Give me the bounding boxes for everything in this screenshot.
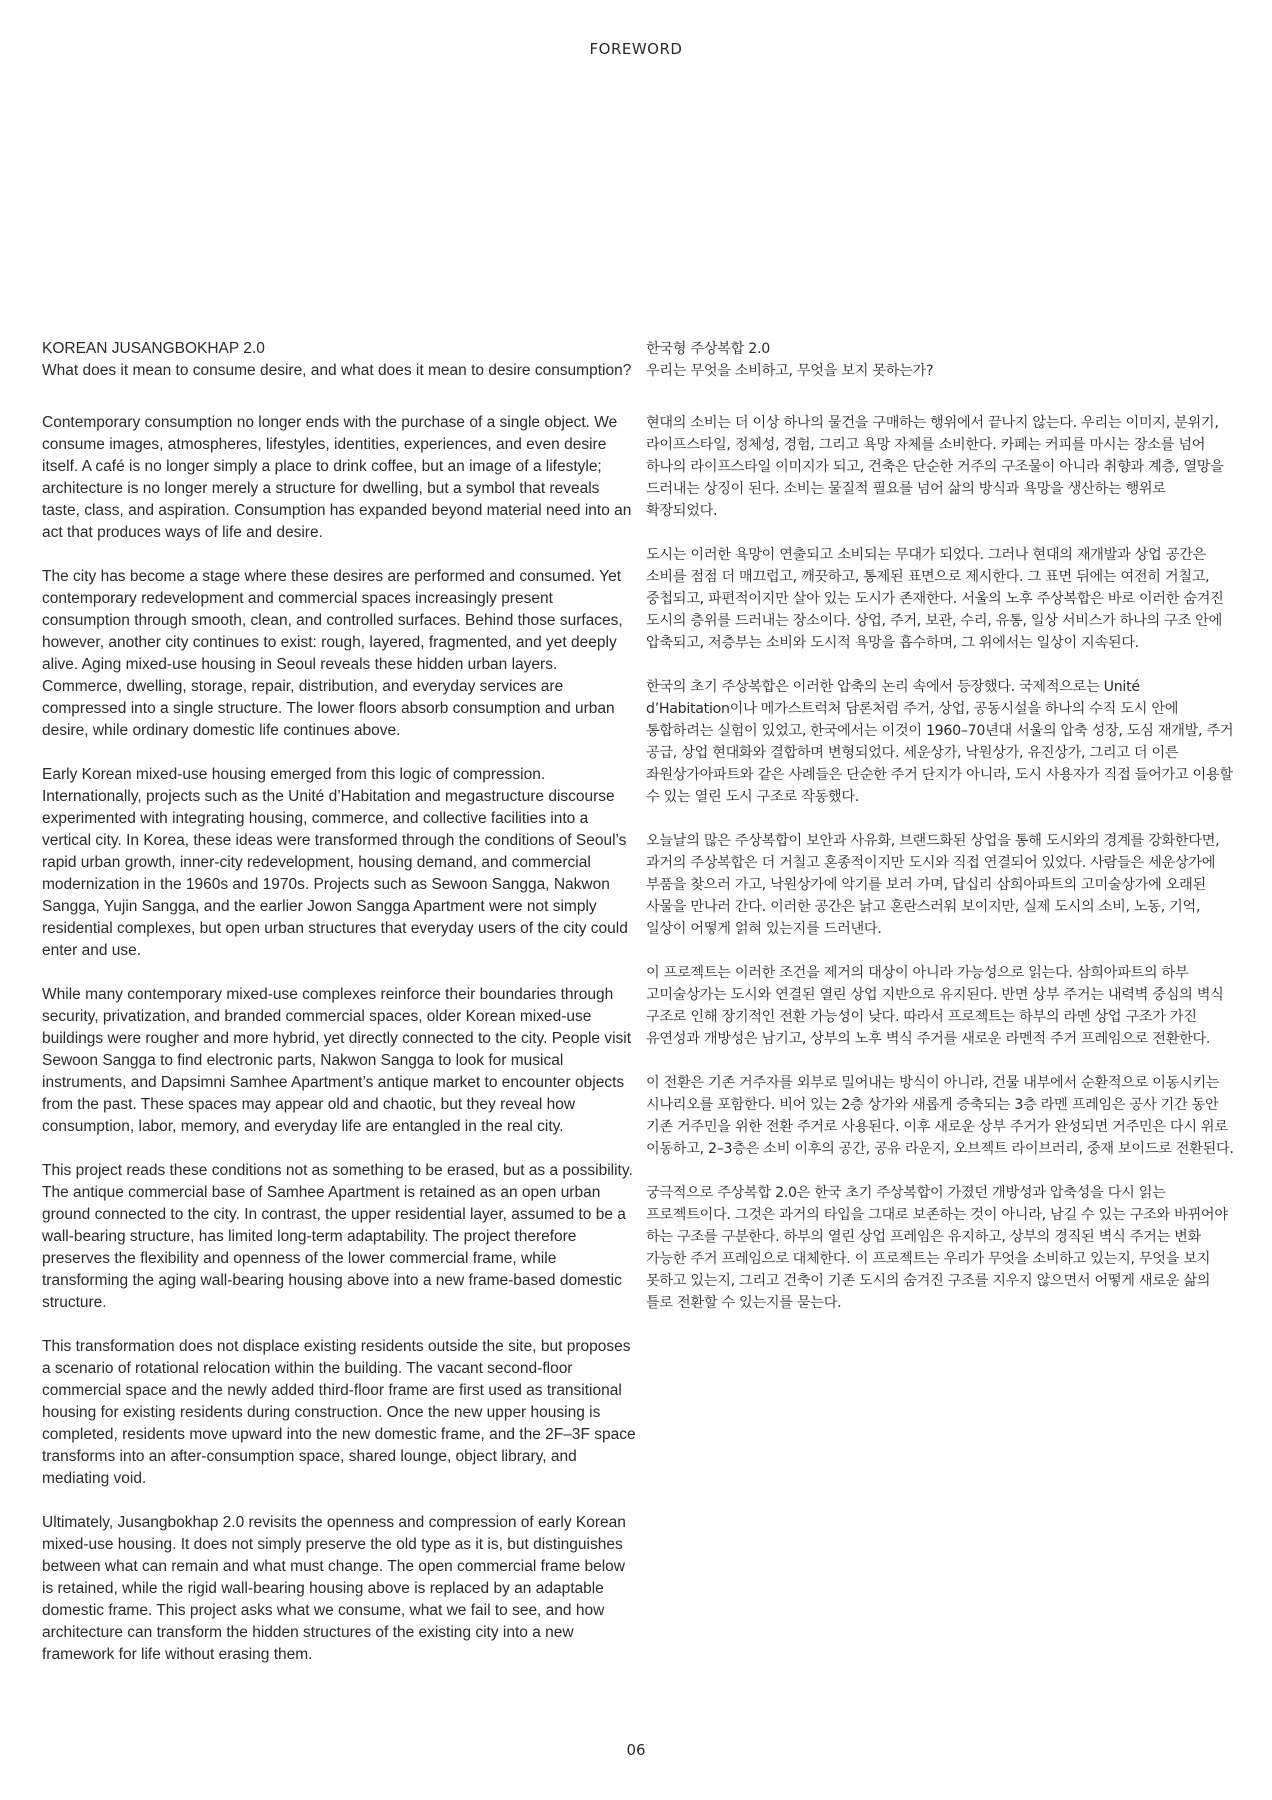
english-paragraph-2: The city has become a stage where these desires are performed and consumed. Yet contemporary redevelopment and commercial spaces increasingly present consumption through smooth, clean, and controlled surfaces. Behind those surfaces, however, another city continues to exist: rough, layered, fragmented, and yet deeply alive. Aging mixed-use housing in Seoul reveals these hidden urban layers. Commerce, dwelling, storage, repair, distribution, and everyday services are compressed into a single structure. The lower floors absorb consumption and urban desire, while ordinary domestic life continues above.	[42, 568, 623, 739]
korean-title-block	[646, 338, 1236, 382]
korean-column	[646, 338, 1236, 1336]
english-paragraph-5: This project reads these conditions not as something to be erased, but as a possibility. The antique commercial base of Samhee Apartment is retained as an open urban ground connected to the city. In contrast, the upper residential layer, assumed to be a wall-bearing structure, has limited long-term adaptability. The project therefore preserves the flexibility and openness of the lower commercial frame, while transforming the aging wall-bearing housing above into a new frame-based domestic structure.	[42, 1162, 633, 1311]
page-header: FOREWORD	[589, 40, 683, 58]
korean-subtitle: 우리는 무엇을 소비하고, 무엇을 보지 못하는가?	[646, 363, 934, 379]
korean-paragraph-4: 오늘날의 많은 주상복합이 보안과 사유화, 브랜드화된 상업을 통해 도시와의 경계를 강화한다면, 과거의 주상복합은 더 거칠고 혼종적이지만 도시와 직접 연결되어 있었다. 사람들은 세운상가에 부품을 찾으러 가고, 낙원상가에 악기를 보러 가며, 답십리 삼희아파트의 고미술상가에 오래된 사물을 만나러 간다. 이러한 공간은 낡고 혼란스러워 보이지만, 실제 도시의 소비, 노동, 기억, 일상이 어떻게 얽혀 있는지를 드러낸다.	[646, 833, 1220, 937]
english-paragraph-1: Contemporary consumption no longer ends with the purchase of a single object. We consume images, atmospheres, lifestyles, identities, experiences, and even desire itself. A café is no longer simply a place to drink coffee, but an image of a lifestyle; architecture is no longer merely a structure for dwelling, but a symbol that reveals taste, class, and aspiration. Consumption has expanded beyond material need into an act that produces ways of life and desire.	[42, 414, 632, 541]
english-paragraph-4: While many contemporary mixed-use complexes reinforce their boundaries through security, privatization, and branded commercial spaces, older Korean mixed-use buildings were rougher and more hybrid, yet directly connected to the city. People visit Sewoon Sangga to find electronic parts, Nakwon Sangga to look for musical instruments, and Dapsimni Samhee Apartment’s antique market to encounter objects from the past. These spaces may appear old and chaotic, but they reveal how consumption, labor, memory, and everyday life are entangled in the real city.	[42, 986, 632, 1135]
english-title: KOREAN JUSANGBOKHAP 2.0	[42, 340, 265, 357]
korean-title: 한국형 주상복합 2.0	[646, 341, 770, 357]
english-paragraph-7: Ultimately, Jusangbokhap 2.0 revisits the openness and compression of early Korean mixed-use housing. It does not simply preserve the old type as it is, but distinguishes between what can remain and what must change. The open commercial frame below is retained, while the rigid wall-bearing housing above is replaced by an adaptable domestic frame. This project asks what we consume, what we fail to see, and how architecture can transform the hidden structures of the existing city into a new framework for life without erasing them.	[42, 1514, 626, 1663]
korean-paragraph-2: 도시는 이러한 욕망이 연출되고 소비되는 무대가 되었다. 그러나 현대의 재개발과 상업 공간은 소비를 점점 더 매끄럽고, 깨끗하고, 통제된 표면으로 제시한다. 그 표면 뒤에는 여전히 거칠고, 중첩되고, 파편적이지만 살아 있는 도시가 존재한다. 서울의 노후 주상복합은 바로 이러한 숨겨진 도시의 층위를 드러내는 장소이다. 상업, 주거, 보관, 수리, 유통, 일상 서비스가 하나의 구조 안에 압축되고, 저층부는 소비와 도시적 욕망을 흡수하며, 그 위에서는 일상이 지속된다.	[646, 547, 1224, 651]
korean-paragraph-6: 이 전환은 기존 거주자를 외부로 밀어내는 방식이 아니라, 건물 내부에서 순환적으로 이동시키는 시나리오를 포함한다. 비어 있는 2층 상가와 새롭게 증축되는 3층 라멘 프레임은 공사 기간 동안 기존 거주민을 위한 전환 주거로 사용된다. 이후 새로운 상부 주거가 완성되면 거주민은 다시 위로 이동하고, 2–3층은 소비 이후의 공간, 공유 라운지, 오브젝트 라이브러리, 중재 보이드로 전환된다.	[646, 1075, 1234, 1157]
english-column	[42, 338, 636, 1688]
english-paragraph-6: This transformation does not displace existing residents outside the site, but proposes a scenario of rotational relocation within the building. The vacant second-floor commercial space and the newly added third-floor frame are first used as transitional housing for existing residents during construction. Once the new upper housing is completed, residents move upward into the new domestic frame, and the 2F–3F space transforms into an after-consumption space, shared lounge, object library, and mediating void.	[42, 1338, 636, 1487]
korean-paragraph-5: 이 프로젝트는 이러한 조건을 제거의 대상이 아니라 가능성으로 읽는다. 삼희아파트의 하부 고미술상가는 도시와 연결된 열린 상업 지반으로 유지된다. 반면 상부 주거는 내력벽 중심의 벽식 구조로 인해 장기적인 전환 가능성이 낮다. 따라서 프로젝트는 하부의 라멘 상업 구조가 가진 유연성과 개방성은 남기고, 상부의 노후 벽식 주거를 새로운 라멘적 주거 프레임으로 전환한다.	[646, 965, 1224, 1047]
korean-paragraph-7: 궁극적으로 주상복합 2.0은 한국 초기 주상복합이 가졌던 개방성과 압축성을 다시 읽는 프로젝트이다. 그것은 과거의 타입을 그대로 보존하는 것이 아니라, 남길 수 있는 구조와 바뀌어야 하는 구조를 구분한다. 하부의 열린 상업 프레임은 유지하고, 상부의 경직된 벽식 주거는 변화 가능한 주거 프레임으로 대체한다. 이 프로젝트는 우리가 무엇을 소비하고 있는지, 무엇을 보지 못하고 있는지, 그리고 건축이 기존 도시의 숨겨진 구조를 지우지 않으면서 어떻게 새로운 삶의 틀로 전환할 수 있는지를 묻는다.	[646, 1185, 1228, 1311]
korean-paragraph-3: 한국의 초기 주상복합은 이러한 압축의 논리 속에서 등장했다. 국제적으로는 Unité d’Habitation이나 메가스트럭처 담론처럼 주거, 상업, 공동시설을 하나의 수직 도시 안에 통합하려는 실험이 있었고, 한국에서는 이것이 1960–70년대 서울의 압축 성장, 도심 재개발, 주거 공급, 상업 현대화와 결합하며 변형되었다. 세운상가, 낙원상가, 유진상가, 그리고 더 이른 좌원상가아파트와 같은 사례들은 단순한 주거 단지가 아니라, 도시 사용자가 직접 들어가고 이용할 수 있는 열린 도시 구조로 작동했다.	[646, 679, 1234, 805]
english-subtitle: What does it mean to consume desire, and what does it mean to desire consumption?	[42, 362, 632, 379]
english-title-block	[42, 338, 636, 382]
english-paragraph-3: Early Korean mixed-use housing emerged from this logic of compression. Internationally, projects such as the Unité d’Habitation and megastructure discourse experimented with integrating housing, commerce, and collective facilities into a vertical city. In Korea, these ideas were transformed through the conditions of Seoul’s rapid urban growth, inner-city redevelopment, housing demand, and commercial modernization in the 1960s and 1970s. Projects such as Sewoon Sangga, Nakwon Sangga, Yujin Sangga, and the earlier Jowon Sangga Apartment were not simply residential complexes, but open urban structures that everyday users of the city could enter and use.	[42, 766, 628, 959]
korean-paragraph-1: 현대의 소비는 더 이상 하나의 물건을 구매하는 행위에서 끝나지 않는다. 우리는 이미지, 분위기, 라이프스타일, 정체성, 경험, 그리고 욕망 자체를 소비한다. 카페는 커피를 마시는 장소를 넘어 하나의 라이프스타일 이미지가 되고, 건축은 단순한 거주의 구조물이 아니라 취향과 계층, 열망을 드러내는 상징이 된다. 소비는 물질적 필요를 넘어 삶의 방식과 욕망을 생산하는 행위로 확장되었다.	[646, 415, 1224, 519]
page-number: 06	[626, 1741, 646, 1759]
